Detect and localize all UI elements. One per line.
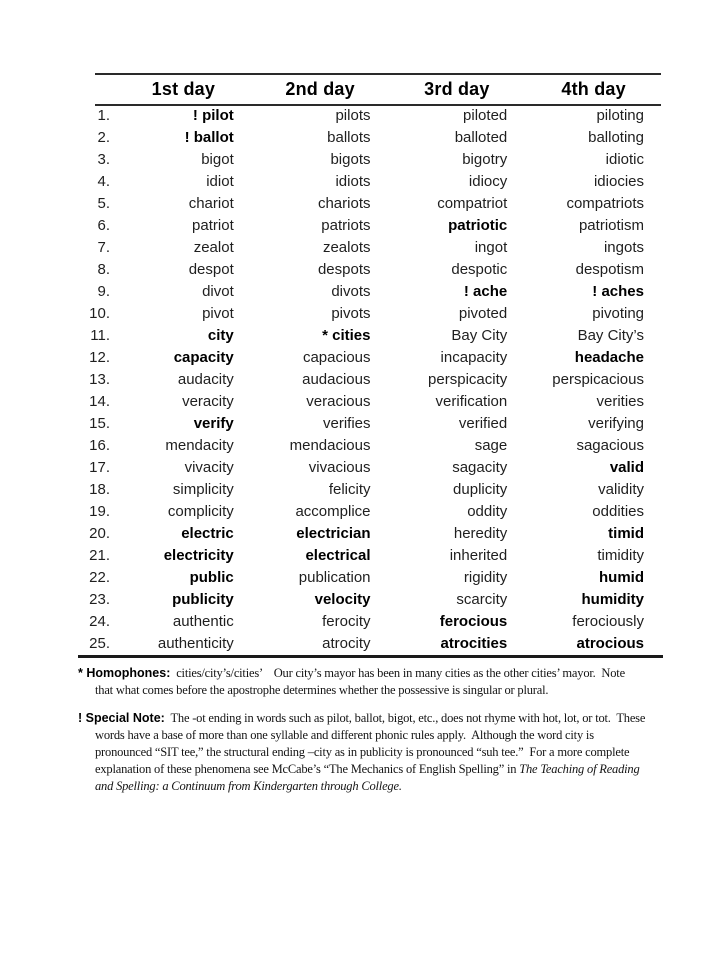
footnote-label: * Homophones:	[78, 666, 171, 680]
word-cell: audacious	[302, 371, 371, 388]
table-row	[80, 369, 662, 391]
table-row	[80, 237, 662, 259]
word-cell: veracity	[182, 393, 234, 410]
footnote-line	[78, 682, 718, 699]
row-number: 12.	[89, 349, 110, 366]
word-cell: divot	[202, 283, 234, 300]
table-row	[80, 479, 662, 501]
word-cell: velocity	[314, 591, 371, 608]
footnote	[78, 710, 718, 795]
table-row	[80, 611, 662, 633]
word-cell: complicity	[167, 503, 234, 520]
word-cell: pivoting	[592, 305, 644, 322]
word-cell: electrical	[305, 547, 371, 564]
word-cell: publication	[298, 569, 371, 586]
word-cell: scarcity	[456, 591, 508, 608]
word-cell: despot	[188, 261, 234, 278]
footnote-text: pronounced “SIT tee,” the structural ending –city as in publicity is pronounced “suh tee.” For a more complete	[95, 745, 630, 759]
row-number: 7.	[97, 239, 110, 256]
footnote-text-italic: and Spelling: a Continuum from Kindergarten through College.	[95, 779, 402, 793]
word-cell: bigot	[201, 151, 234, 168]
table-row	[80, 171, 662, 193]
row-number: 22.	[89, 569, 110, 586]
footnote-line	[78, 727, 718, 744]
word-cell: atrocities	[440, 635, 508, 652]
word-cell: felicity	[328, 481, 371, 498]
word-cell: pivoted	[458, 305, 508, 322]
word-cell: ferocity	[322, 613, 371, 630]
row-number: 8.	[97, 261, 110, 278]
word-cell: despotic	[451, 261, 508, 278]
row-number: 14.	[89, 393, 110, 410]
word-cell: verified	[458, 415, 508, 432]
word-cell: ingot	[474, 239, 508, 256]
footnote-line	[78, 761, 718, 778]
word-cell: simplicity	[172, 481, 234, 498]
footnote	[78, 665, 718, 699]
word-cell: bigotry	[462, 151, 508, 168]
footnote-label: ! Special Note:	[78, 711, 165, 725]
row-number: 9.	[97, 283, 110, 300]
word-cell: divots	[331, 283, 371, 300]
col-header-1st-day: 1st day	[151, 79, 216, 99]
table-row	[80, 435, 662, 457]
word-cell: balloting	[588, 129, 644, 146]
row-number: 13.	[89, 371, 110, 388]
word-cell: ingots	[603, 239, 644, 256]
word-cell: Bay City	[451, 327, 508, 344]
table-row	[80, 303, 662, 325]
table-row	[80, 149, 662, 171]
table-row	[80, 589, 662, 611]
footnote-line	[78, 778, 718, 795]
word-cell: valid	[609, 459, 644, 476]
word-cell: verification	[435, 393, 508, 410]
word-cell: heredity	[453, 525, 508, 542]
word-cell: verify	[193, 415, 234, 432]
table-row	[80, 259, 662, 281]
word-cell: ! pilot	[192, 107, 234, 124]
word-cell: duplicity	[453, 481, 508, 498]
table-row	[80, 325, 662, 347]
footnote-text: cities/city’s/cities’ Our city’s mayor has been in many cities as the other cities’ mayor. Note	[170, 666, 625, 680]
footnote-text: explanation of these phenomena see McCabe’s “The Mechanics of English Spelling” in	[95, 762, 520, 776]
table-row	[80, 523, 662, 545]
word-cell: headache	[574, 349, 644, 366]
word-cell: chariot	[188, 195, 234, 212]
word-cell: ferociously	[572, 613, 644, 630]
row-number: 5.	[97, 195, 110, 212]
word-cell: verities	[596, 393, 644, 410]
word-cell: vivacious	[308, 459, 371, 476]
word-cell: despotism	[575, 261, 644, 278]
word-cell: capacity	[173, 349, 234, 366]
word-cell: humid	[599, 569, 644, 586]
word-cell: idiot	[206, 173, 234, 190]
table-row	[80, 347, 662, 369]
word-cell: perspicacious	[552, 371, 644, 388]
row-number: 1.	[97, 107, 110, 124]
col-header-4th-day: 4th day	[561, 79, 626, 99]
row-number: 15.	[89, 415, 110, 432]
word-cell: pivots	[331, 305, 371, 322]
word-cell: rigidity	[463, 569, 508, 586]
row-number: 19.	[89, 503, 110, 520]
word-cell: humidity	[581, 591, 644, 608]
word-cell: sagacity	[452, 459, 508, 476]
table-bottom-rule	[78, 655, 663, 658]
word-cell: patriot	[192, 217, 234, 234]
word-cell: balloted	[454, 129, 508, 146]
footnote-text: that what comes before the apostrophe determines whether the possessive is singular or plural.	[95, 683, 549, 697]
word-cell: validity	[598, 481, 644, 498]
word-cell: mendacious	[289, 437, 371, 454]
table-row	[80, 545, 662, 567]
number-column-header	[80, 74, 115, 105]
word-cell: pilots	[335, 107, 371, 124]
word-cell: Bay City’s	[577, 327, 644, 344]
word-cell: incapacity	[440, 349, 508, 366]
row-number: 23.	[89, 591, 110, 608]
footnote-text-italic: The Teaching of Reading	[519, 762, 640, 776]
table-row	[80, 127, 662, 149]
table-row	[80, 391, 662, 413]
footnotes-section	[78, 665, 718, 806]
row-number: 17.	[89, 459, 110, 476]
word-cell: ! ache	[463, 283, 508, 300]
word-cell: zealot	[193, 239, 234, 256]
word-cell: inherited	[449, 547, 508, 564]
row-number: 4.	[97, 173, 110, 190]
word-cell: ! aches	[592, 283, 644, 300]
word-cell: pivot	[202, 305, 234, 322]
word-list-table	[80, 74, 662, 655]
word-cell: zealots	[322, 239, 371, 256]
word-cell: accomplice	[295, 503, 371, 520]
table-row	[80, 633, 662, 655]
word-cell: sagacious	[576, 437, 644, 454]
word-cell: perspicacity	[428, 371, 508, 388]
word-cell: electric	[181, 525, 234, 542]
word-cell: idiotic	[605, 151, 644, 168]
footnote-text: words have a base of more than one syllable and different phonic rules apply. Although the word city is	[95, 728, 594, 742]
word-cell: compatriots	[566, 195, 644, 212]
word-cell: verifies	[322, 415, 371, 432]
word-cell: atrocious	[576, 635, 644, 652]
word-table-body	[80, 105, 662, 655]
row-number: 3.	[97, 151, 110, 168]
table-row	[80, 193, 662, 215]
table-row	[80, 413, 662, 435]
row-number: 16.	[89, 437, 110, 454]
word-cell: idiocy	[468, 173, 508, 190]
word-cell: publicity	[172, 591, 234, 608]
word-cell: patriotism	[578, 217, 644, 234]
word-cell: city	[207, 327, 234, 344]
row-number: 21.	[89, 547, 110, 564]
word-cell: electricity	[163, 547, 234, 564]
row-number: 11.	[90, 327, 110, 344]
word-cell: bigots	[330, 151, 371, 168]
word-cell: oddity	[467, 503, 508, 520]
row-number: 24.	[89, 613, 110, 630]
word-cell: oddities	[592, 503, 644, 520]
word-cell: despots	[317, 261, 371, 278]
word-cell: patriots	[321, 217, 371, 234]
table-row	[80, 457, 662, 479]
row-number: 6.	[97, 217, 110, 234]
word-cell: authenticity	[157, 635, 234, 652]
word-cell: public	[189, 569, 234, 586]
word-cell: capacious	[302, 349, 371, 366]
table-row	[80, 215, 662, 237]
row-number: 20.	[89, 525, 110, 542]
word-cell: vivacity	[184, 459, 234, 476]
word-cell: veracious	[306, 393, 371, 410]
word-cell: authentic	[172, 613, 234, 630]
col-header-3rd-day: 3rd day	[424, 79, 490, 99]
word-cell: patriotic	[448, 217, 508, 234]
word-cell: electrician	[296, 525, 371, 542]
word-cell: piloted	[463, 107, 508, 124]
word-cell: sage	[474, 437, 508, 454]
header-row	[80, 74, 662, 105]
word-cell: idiots	[335, 173, 371, 190]
word-cell: audacity	[177, 371, 234, 388]
word-cell: compatriot	[437, 195, 508, 212]
word-cell: * cities	[322, 327, 371, 344]
row-number: 25.	[89, 635, 110, 652]
footnote-line	[78, 665, 718, 682]
row-number: 10.	[89, 305, 110, 322]
footnote-line	[78, 744, 718, 761]
word-cell: mendacity	[165, 437, 234, 454]
word-cell: piloting	[596, 107, 644, 124]
table-row	[80, 281, 662, 303]
word-cell: ballots	[327, 129, 371, 146]
table-row	[80, 501, 662, 523]
word-cell: timidity	[597, 547, 644, 564]
footnote-line	[78, 710, 718, 727]
word-cell: ! ballot	[184, 129, 234, 146]
word-cell: ferocious	[439, 613, 508, 630]
word-cell: idiocies	[593, 173, 644, 190]
word-cell: atrocity	[322, 635, 371, 652]
footnote-text: The -ot ending in words such as pilot, ballot, bigot, etc., does not rhyme with hot, lot, or tot. These	[164, 711, 646, 725]
col-header-2nd-day: 2nd day	[285, 79, 355, 99]
word-cell: chariots	[317, 195, 371, 212]
word-cell: timid	[608, 525, 644, 542]
row-number: 2.	[97, 129, 110, 146]
table-row	[80, 105, 662, 127]
word-cell: verifying	[588, 415, 644, 432]
table-row	[80, 567, 662, 589]
row-number: 18.	[89, 481, 110, 498]
